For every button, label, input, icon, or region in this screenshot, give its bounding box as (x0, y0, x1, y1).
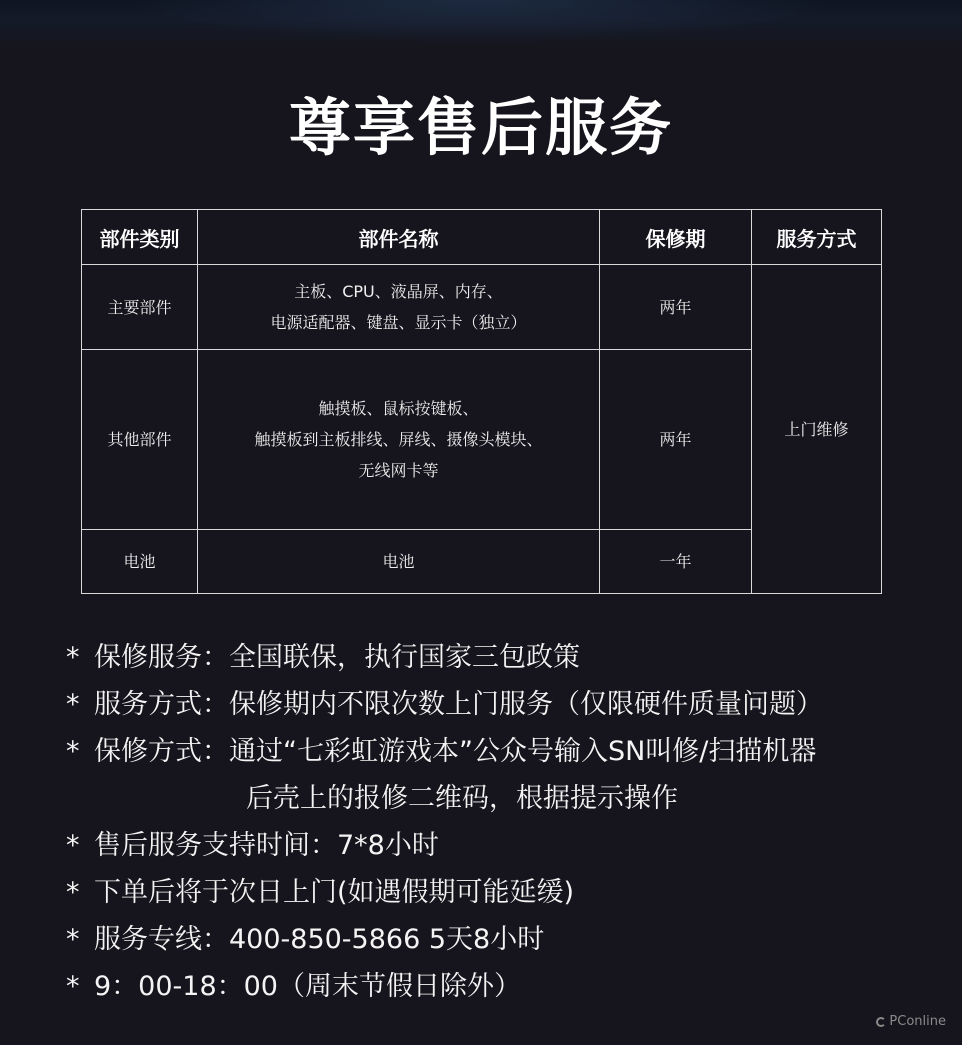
note-repair-method (66, 728, 946, 775)
bullet-star: * (66, 736, 80, 767)
row-period: 两年 (600, 350, 752, 530)
note-label: 服务专线： (94, 924, 229, 955)
note-warranty-service (66, 634, 946, 681)
row-category: 电池 (82, 530, 198, 594)
service-notes (66, 634, 946, 1010)
row-period: 一年 (600, 530, 752, 594)
pconline-logo-icon (876, 1017, 886, 1027)
bullet-star: * (66, 642, 80, 673)
bullet-star: * (66, 689, 80, 720)
top-banner-edge (0, 0, 962, 50)
watermark (876, 1014, 946, 1029)
parts-line: 触摸板、鼠标按键板、 (318, 399, 479, 418)
note-label: 保修方式： (94, 736, 229, 767)
note-support-hours (66, 822, 946, 869)
note-value: 通过“七彩虹游戏本”公众号输入SN叫修/扫描机器 (229, 736, 817, 767)
row-period: 两年 (600, 265, 752, 350)
table-header-row (82, 210, 882, 265)
note-repair-method-continuation: 后壳上的报修二维码，根据提示操作 (246, 783, 678, 814)
page-title: 尊享售后服务 (288, 91, 673, 164)
note-label: 服务方式： (94, 689, 229, 720)
note-value: 全国联保，执行国家三包政策 (229, 642, 580, 673)
bullet-star: * (66, 971, 80, 1002)
note-hotline (66, 916, 946, 963)
table-row (82, 265, 882, 350)
row-parts (198, 265, 600, 350)
warranty-table (81, 209, 882, 594)
header-part-name: 部件名称 (198, 210, 600, 265)
watermark-text: PConline (889, 1014, 946, 1029)
bullet-star: * (66, 830, 80, 861)
row-category: 主要部件 (82, 265, 198, 350)
note-value: 保修期内不限次数上门服务（仅限硬件质量问题） (229, 689, 823, 720)
note-next-day-visit (66, 869, 946, 916)
parts-line: 电源适配器、键盘、显示卡（独立） (270, 313, 527, 332)
note-value: 下单后将于次日上门(如遇假期可能延缓) (94, 877, 575, 908)
parts-line: 电池 (382, 552, 415, 571)
row-parts (198, 530, 600, 594)
header-service-method: 服务方式 (752, 210, 882, 265)
row-category: 其他部件 (82, 350, 198, 530)
note-service-method (66, 681, 946, 728)
bullet-star: * (66, 924, 80, 955)
header-category: 部件类别 (82, 210, 198, 265)
parts-line: 触摸板到主板排线、屏线、摄像头模块、 (254, 430, 543, 449)
note-value: 售后服务支持时间：7*8小时 (94, 830, 439, 861)
parts-line: 无线网卡等 (358, 461, 439, 480)
note-business-hours (66, 963, 946, 1010)
note-label: 保修服务： (94, 642, 229, 673)
parts-line: 主板、CPU、液晶屏、内存、 (294, 282, 503, 301)
note-value: 400-850-5866 5天8小时 (229, 924, 545, 955)
bullet-star: * (66, 877, 80, 908)
service-method-cell: 上门维修 (752, 265, 882, 594)
note-value: 9：00-18：00（周末节假日除外） (94, 971, 521, 1002)
row-parts (198, 350, 600, 530)
header-warranty-period: 保修期 (600, 210, 752, 265)
